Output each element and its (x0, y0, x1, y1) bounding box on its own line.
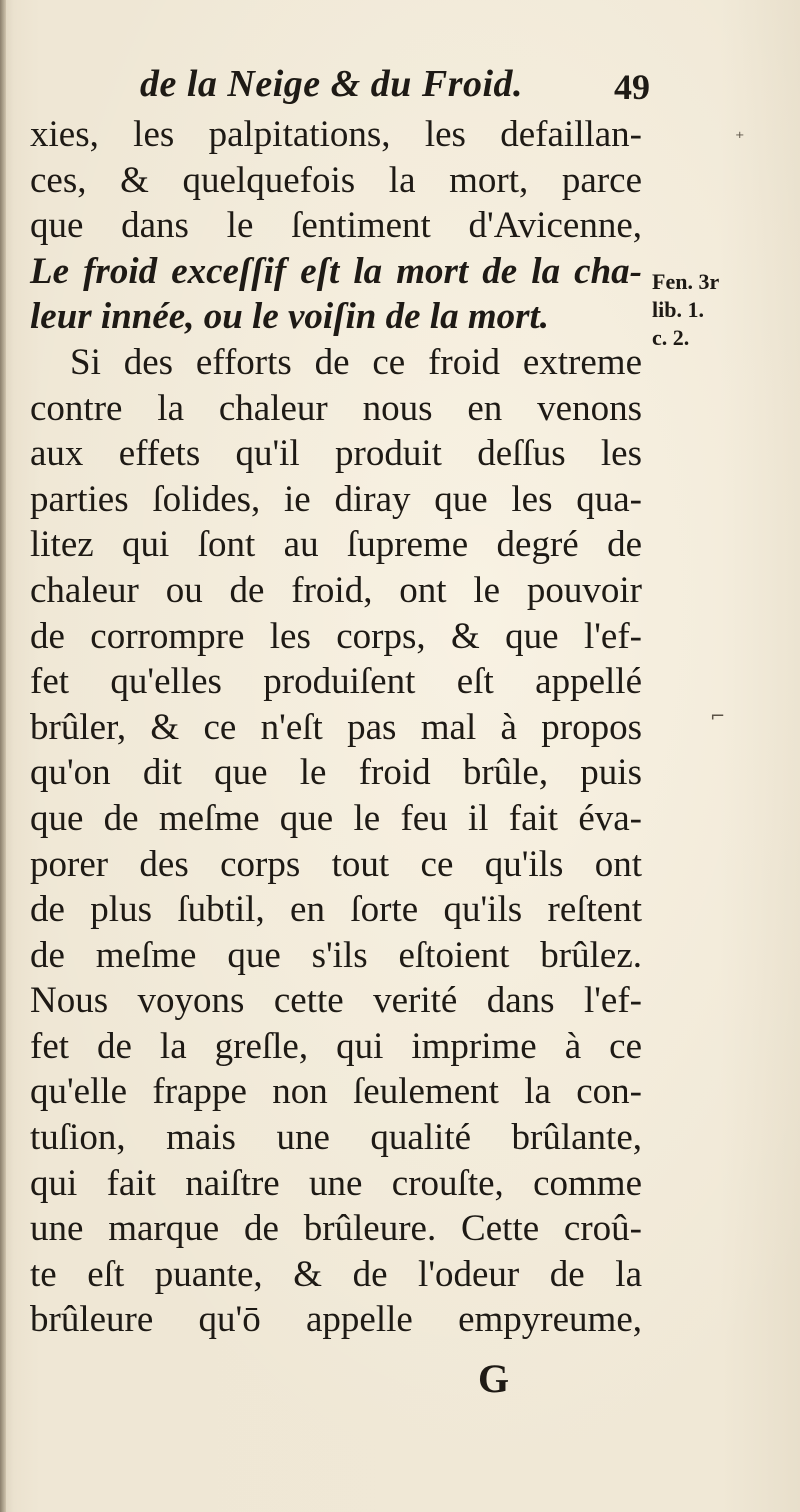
page-number: 49 (614, 67, 650, 107)
text-line-24: qui fait naiſtre une crouſte, comme (30, 1162, 642, 1204)
text-line-17: porer des corps tout ce qu'ils ont (30, 843, 642, 885)
text-line-26: te eſt puante, & de l'odeur de la (30, 1253, 642, 1295)
text-line-19: de meſme que s'ils eſtoient brûlez. (30, 934, 642, 976)
text-line-9: parties ſolides, ie diray que les qua- (30, 478, 642, 520)
margin-note-line-2: lib. 1. (652, 297, 704, 322)
body-text (30, 112, 642, 1343)
running-head: de la Neige & du Froid. (140, 63, 524, 105)
margin-note (652, 268, 782, 352)
text-line-6: Si des efforts de ce froid extreme (70, 341, 642, 383)
text-line-3: que dans le ſentiment d'Avicenne, (30, 205, 642, 247)
text-line-10: litez qui ſont au ſupreme degré de (30, 524, 642, 566)
text-line-22: qu'elle frappe non ſeulement la con- (30, 1071, 642, 1113)
text-line-2: ces, & quelquefois la mort, parce (30, 159, 642, 201)
text-line-13: fet qu'elles produiſent eſt appellé (30, 661, 642, 703)
text-line-27: brûleure qu'ō appelle empyreume, (30, 1299, 642, 1341)
text-line-14: brûler, & ce n'eſt pas mal à propos (30, 706, 642, 748)
text-line-23: tuſion, mais une qualité brûlante, (30, 1117, 642, 1159)
text-line-20: Nous voyons cette verité dans l'ef- (30, 980, 642, 1022)
text-line-12: de corrompre les corps, & que l'ef- (30, 615, 642, 657)
margin-note-line-3: c. 2. (652, 325, 690, 350)
text-line-15: qu'on dit que le froid brûle, puis (30, 752, 642, 794)
text-line-1: xies, les palpitations, les defaillan- (30, 114, 642, 155)
text-line-16: que de meſme que le feu il fait éva- (30, 797, 642, 839)
text-line-8: aux effets qu'il produit deſſus les (30, 433, 642, 475)
margin-tick-mark: ⌐ (710, 706, 726, 727)
margin-note-line-1: Fen. 3r (652, 269, 720, 294)
text-line-5-quote: leur innée, ou le voiſin de la mort. (30, 296, 550, 338)
margin-speck-mark: ⁺ (735, 128, 745, 149)
text-line-21: fet de la greſle, qui imprime à ce (30, 1025, 642, 1067)
page-spine-edge (0, 0, 6, 1512)
text-line-4-quote: Le froid exceſſif eſt la mort de la cha- (30, 250, 642, 292)
signature-mark: G (478, 1356, 510, 1401)
text-line-7: contre la chaleur nous en venons (30, 387, 642, 429)
text-line-18: de plus ſubtil, en ſorte qu'ils reſtent (30, 889, 642, 931)
text-line-25: une marque de brûleure. Cette croû- (30, 1208, 642, 1250)
page-header (140, 62, 660, 112)
text-line-11: chaleur ou de froid, ont le pouvoir (30, 569, 642, 611)
